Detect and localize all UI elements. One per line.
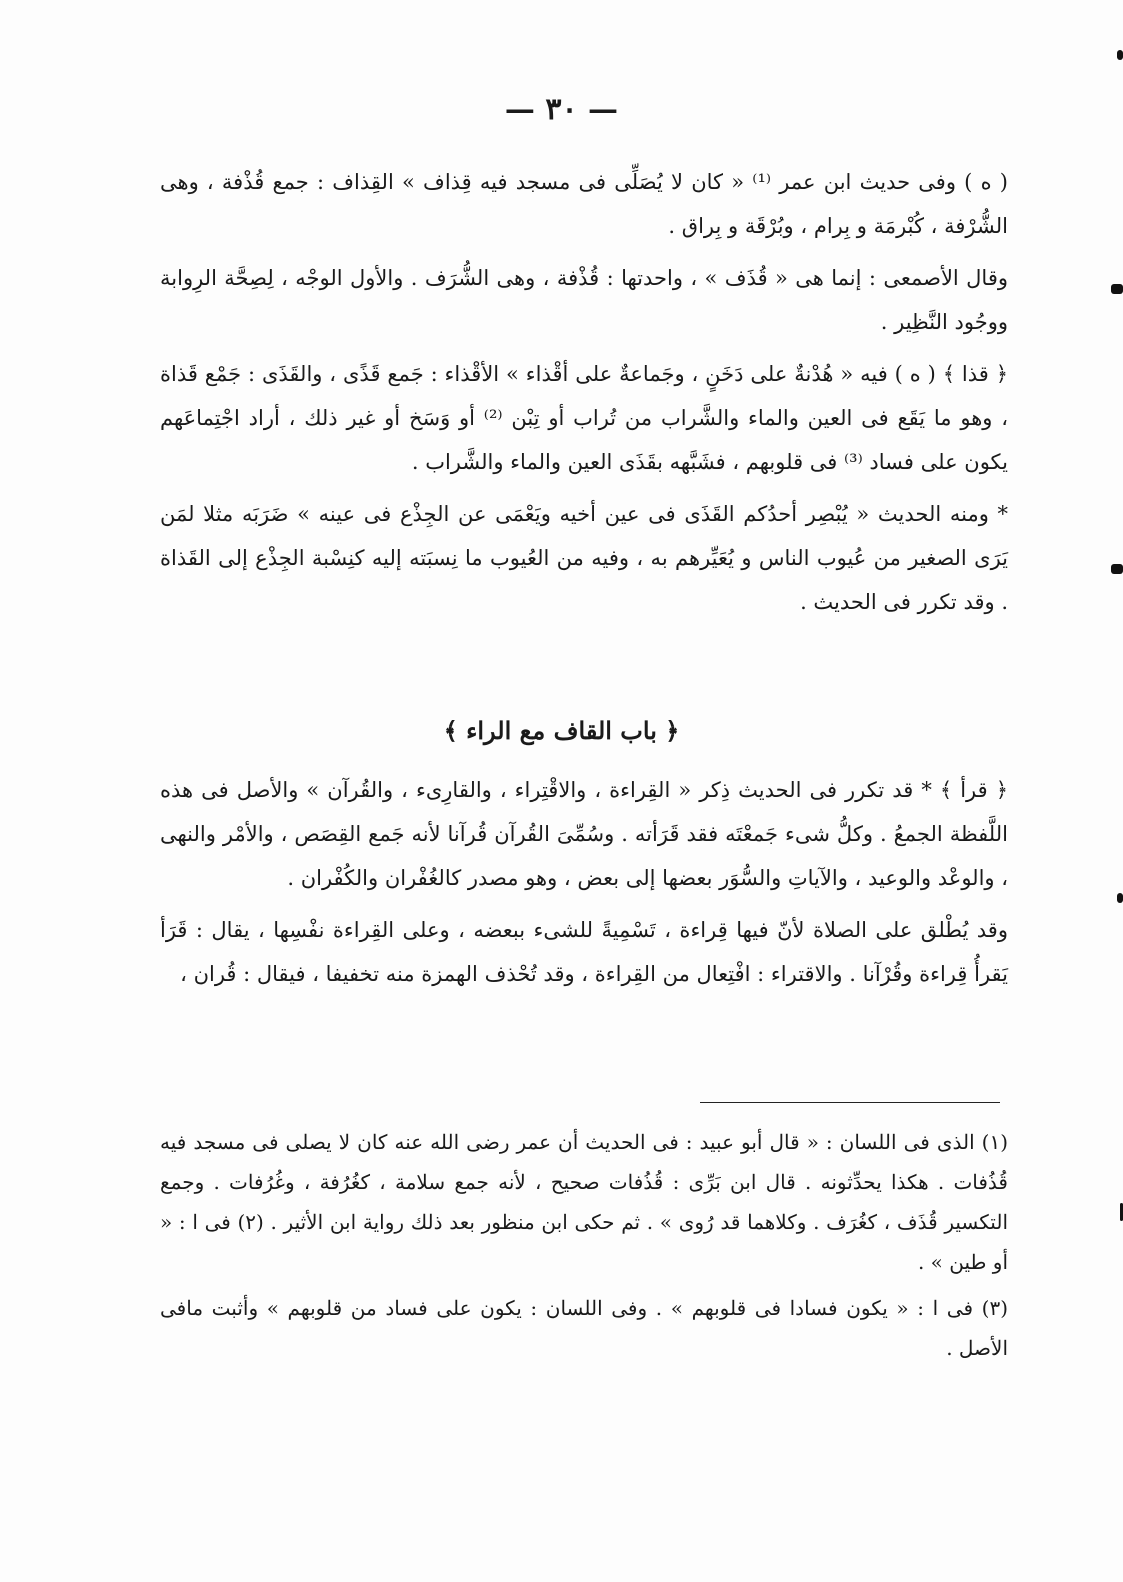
main-text-top: [160, 160, 1008, 632]
entry-paragraph: ﴿ قرأ ﴾ * قد تكرر فى الحديث ذِكر « القِراءة ، والاقْتِراء ، والقارِىء ، والقُرآن » والأصل فى هذه اللَّفظة الجمعُ . وكلُّ شىء جَمعْتَه فقد قَرَأته . وسُمِّىَ القُرآن قُرآنا لأنه جَمع القِصَص ، والأمْر والنهى ، والوعْد والوعيد ، والآياتِ والسُّوَر بعضها إلى بعض ، وهو مصدر كالغُفْران والكُفْران .: [160, 778, 1008, 890]
page-number: — ٣٠ —: [504, 92, 619, 127]
entry-paragraph: ﴿ قذا ﴾ ( ه ) فيه « هُدْنةٌ على دَخَنٍ ، وجَماعةٌ على أقْذاء » الأقْذاء : جَمع قَذًى ، والقَذَى : جَمْع قَذاة ، وهو ما يَقَع فى العين والماء والشَّراب من تُراب أو تِبْن ⁽²⁾ أو وَسَخ أو غير ذلك ، أراد اجْتِماعَهم يكون على فساد ⁽³⁾ فى قلوبهم ، فشَبَّهه بقَذَى العين والماء والشَّراب .: [160, 362, 1008, 474]
main-text-bottom: [160, 768, 1008, 1004]
footnote: (١) الذى فى اللسان : « قال أبو عبيد : فى الحديث أن عمر رضى الله عنه كان لا يصلى فى مسجد فيه قُذُفات . هكذا يحدِّثونه . قال ابن بَرِّى : قُذُفات صحيح ، لأنه جمع سلامة ، كغُرُفة ، وغُرُفات . وجمع التكسير قُذَف ، كغُرَف . وكلاهما قد رُوى » . ثم حكى ابن منظور بعد ذلك رواية ابن الأثير . (٢) فى ا : « أو طين » .: [160, 1130, 1008, 1274]
entry-paragraph: ( ه ) وفى حديث ابن عمر ⁽¹⁾ « كان لا يُصَلِّى فى مسجد فيه قِذاف » القِذاف : جمع قُذْفة ، وهى الشُّرْفة ، كُبْرمَة و بِرام ، وبُرْقَة و بِراق .: [160, 170, 1008, 238]
footnote: (٣) فى ا : « يكون فسادا فى قلوبهم » . وفى اللسان : يكون على فساد من قلوبهم » وأثبت مافى الأصل .: [160, 1296, 1008, 1360]
entry-paragraph: وقد يُطْلق على الصلاة لأنّ فيها قِراءة ، تَسْمِيةً للشىء ببعضه ، وعلى القِراءة نفْسِها ، يقال : قَرَأ يَقرأُ قِراءة وقُرْآنا . والاقتراء : افْتِعال من القِراءة ، وقد تُحْذف الهمزة منه تخفيفا ، فيقال : قُران ،: [160, 918, 1008, 986]
entry-paragraph: وقال الأصمعى : إنما هى « قُذَف » ، واحدتها : قُذْفة ، وهى الشُّرَف . والأول الوجْه ، لِصِحَّة الرِوابة ووجُود النَّظِير .: [160, 266, 1008, 334]
entry-paragraph: * ومنه الحديث « يُبْصِر أحدُكم القَذَى فى عين أخيه ويَعْمَى عن الجِذْع فى عينه » ضَرَبَه مثلا لمَن يَرَى الصغير من عُيوب الناس و يُعَيِّرهم به ، وفيه من العُيوب ما نِسبَته إليه كنِسْبة الجِذْع إلى القَذاة . وقد تكرر فى الحديث .: [160, 502, 1008, 614]
footnote-divider: [700, 1102, 1000, 1103]
scan-edge-mark: [1117, 50, 1123, 60]
footnotes: [160, 1122, 1008, 1374]
scan-edge-mark: [1111, 564, 1123, 574]
scan-edge-mark: [1117, 893, 1123, 903]
section-heading: ﴿ باب القاف مع الراء ﴾: [443, 716, 680, 745]
scan-edge-mark: [1111, 284, 1123, 294]
